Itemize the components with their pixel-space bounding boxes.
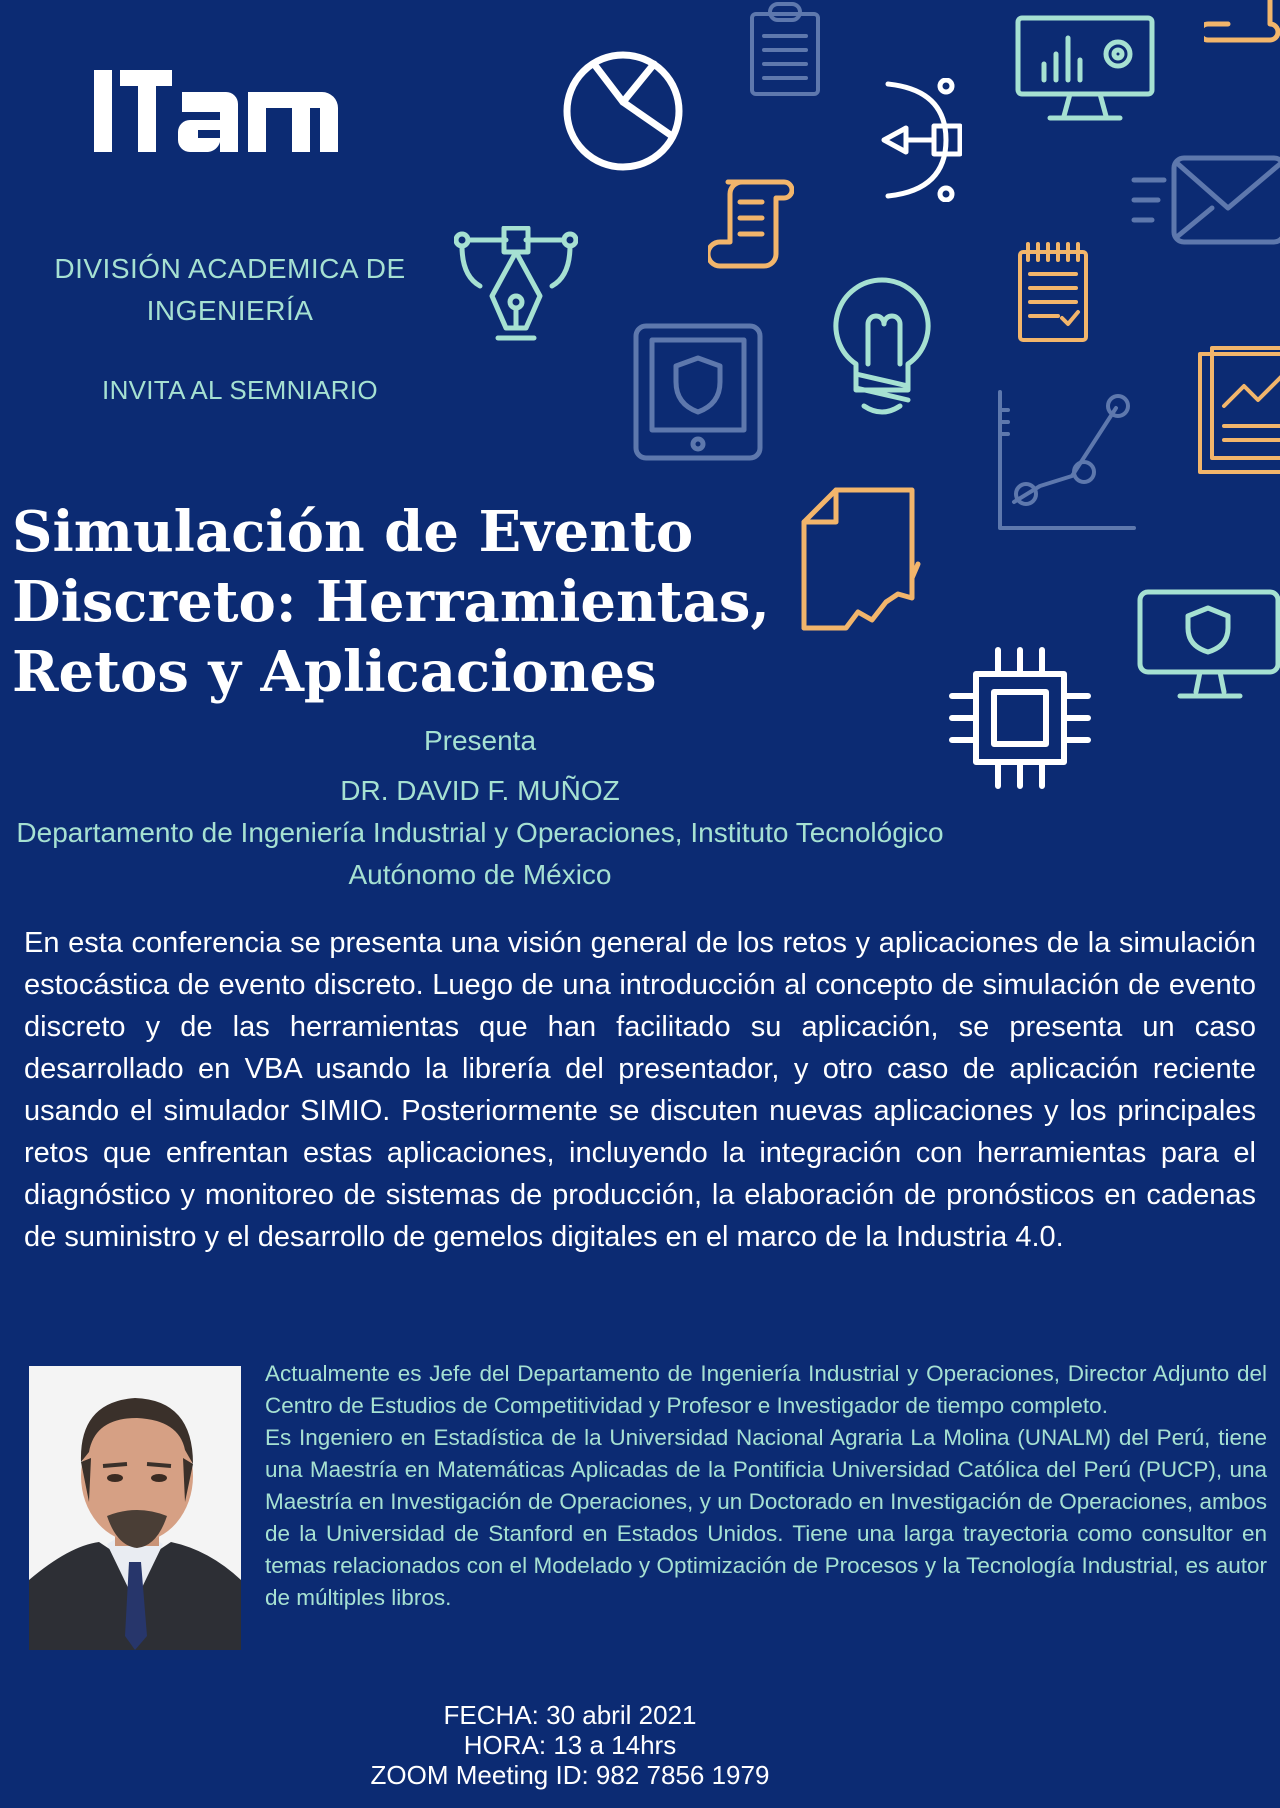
presenter-block — [0, 720, 960, 896]
event-details — [260, 1700, 880, 1790]
cpu-chip-icon — [948, 646, 1092, 790]
report-chart-icon — [1196, 346, 1280, 476]
monitor-shield-icon — [1136, 588, 1280, 702]
division-heading: DIVISIÓN ACADEMICA DE INGENIERÍA — [54, 253, 406, 326]
bio-paragraph-1: Actualmente es Jefe del Departamento de Ingeniería Industrial y Operaciones, Director Adjunto del Centro de Estudios de Competitividad y Profesor e Investigador de tiempo completo. — [265, 1361, 1267, 1418]
itam-logo-mark — [92, 62, 342, 158]
presenter-name: DR. DAVID F. MUÑOZ — [340, 775, 620, 806]
presenta-label: Presenta — [423, 725, 537, 756]
event-time: HORA: 13 a 14hrs — [463, 1730, 677, 1760]
seminar-title: Simulación de Evento Discreto: Herramientas, Retos y Aplicaciones — [12, 499, 770, 705]
envelope-icon — [1130, 150, 1280, 250]
torn-document-icon — [800, 486, 924, 632]
monitor-chart-gear-icon — [1014, 14, 1156, 124]
speaker-bio — [265, 1358, 1267, 1614]
lightbulb-icon — [830, 276, 934, 420]
zoom-meeting-id: ZOOM Meeting ID: 982 7856 1979 — [370, 1760, 770, 1790]
pie-chart-icon — [562, 50, 684, 172]
scroll-icon — [1204, 0, 1280, 46]
vector-node-icon — [876, 78, 962, 202]
notepad-checklist-icon — [1016, 240, 1090, 344]
event-date: FECHA: 30 abril 2021 — [443, 1700, 697, 1730]
speaker-photo — [29, 1366, 241, 1650]
presenter-department: Departamento de Ingeniería Industrial y Operaciones, Instituto Tecnológico Autónomo de México — [16, 817, 944, 890]
tablet-shield-icon — [632, 322, 764, 462]
clipboard-icon — [748, 0, 822, 98]
line-chart-icon — [994, 390, 1138, 532]
itam-logo — [92, 62, 342, 158]
abstract-text: En esta conferencia se presenta una visión general de los retos y aplicaciones de la simulación estocástica de evento discreto. Luego de una introducción al concepto de simulación de evento discreto y de las herramientas que han facilitado su aplicación, se presenta un caso desarrollado en VBA usando la librería del presentador, y otro caso de aplicación reciente usando el simulador SIMIO. Posteriormente se discuten nuevas aplicaciones y los principales retos que enfrentan estas aplicaciones, incluyendo la integración con herramientas para el diagnóstico y monitoreo de sistemas de producción, la elaboración de pronósticos en cadenas de suministro y el desarrollo de gemelos digitales en el marco de la Industria 4.0. — [24, 927, 1256, 1253]
bio-paragraph-2: Es Ingeniero en Estadística de la Universidad Nacional Agraria La Molina (UNALM) del Perú, tiene una Maestría en Matemáticas Aplicadas de la Pontificia Universidad Católica del Perú (PUCP), una Maestría en Investigación de Operaciones, y un Doctorado en Investigación de Operaciones, ambos de la Universidad de Stanford en Estados Unidos. Tiene una larga trayectoria como consultor en temas relacionados con el Modelado y Optimización de Procesos y la Tecnología Industrial, es autor de múltiples libros. — [265, 1425, 1267, 1610]
invitation-line: INVITA AL SEMNIARIO — [102, 375, 378, 405]
scroll-orange-icon — [708, 178, 794, 270]
pen-tool-icon — [454, 226, 578, 342]
